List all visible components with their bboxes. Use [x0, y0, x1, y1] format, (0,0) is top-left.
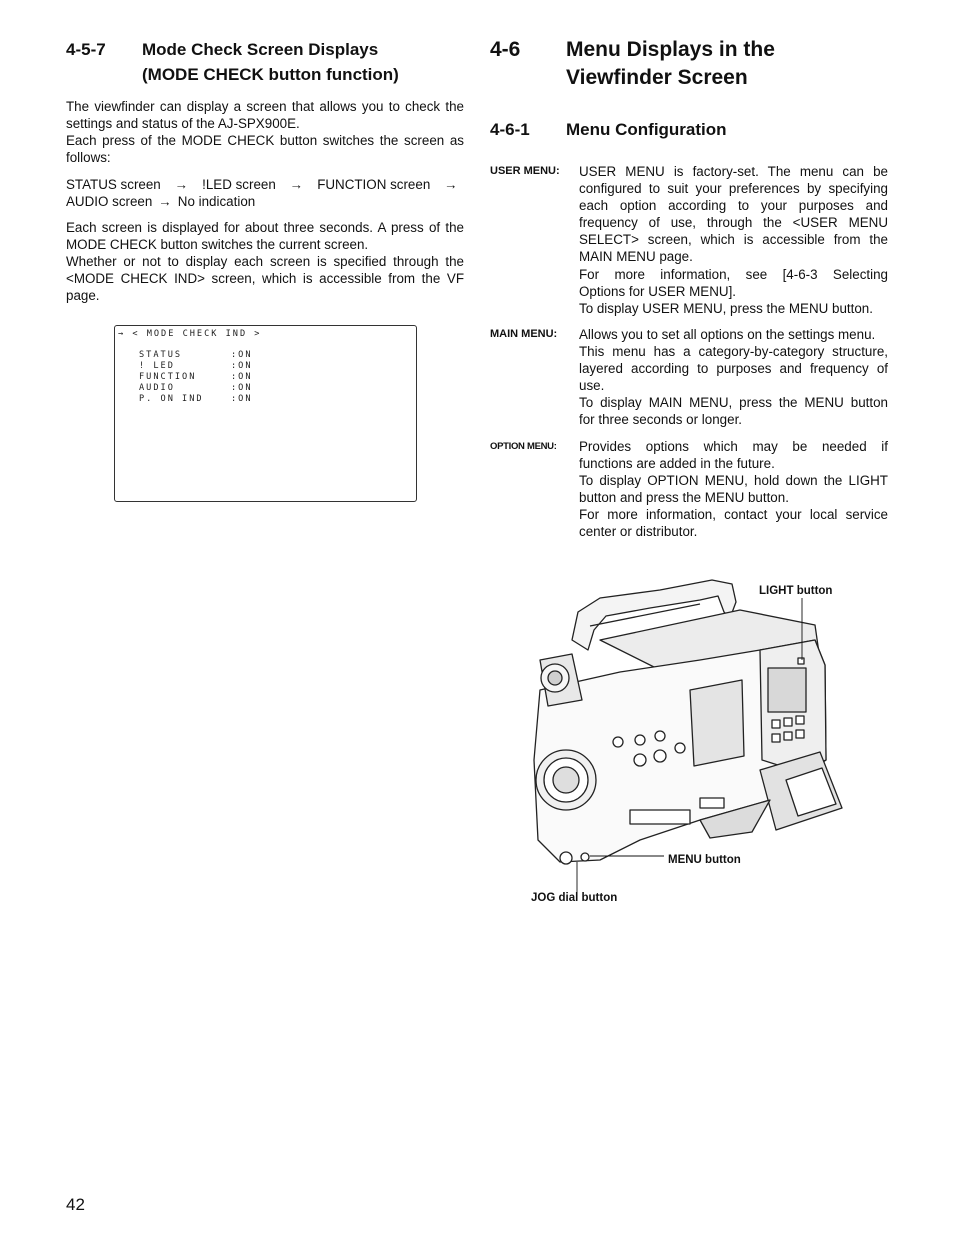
section-title — [142, 37, 399, 87]
light-button-label: LIGHT button — [759, 585, 833, 597]
section-number: 4-5-7 — [66, 40, 106, 59]
screen-row: STATUS :ON — [139, 350, 253, 360]
screen-row: FUNCTION :ON — [139, 372, 253, 382]
section-heading-457 — [66, 37, 106, 62]
menu-desc-option: Provides options which may be needed if functions are added in the future. To display OPTION MENU, hold down the LIGHT button and press the MENU button. For more information, contact your local service center or distributor. — [579, 439, 888, 540]
arrow-icon: → — [158, 194, 172, 210]
arrow-icon: → — [444, 177, 458, 192]
section-number-46: 4-6 — [490, 38, 521, 61]
screen-header: → < MODE CHECK IND > — [118, 329, 262, 339]
screen-row: AUDIO :ON — [139, 383, 253, 393]
mode-check-screen — [114, 325, 417, 502]
menu-desc-main: Allows you to set all options on the settings menu. This menu has a category-by-category structure, layered according to purposes and frequency of use. To display MAIN MENU, press the MENU button for three seconds or longer. — [579, 327, 888, 428]
section-title-46: Menu Displays in the Viewfinder Screen — [566, 38, 775, 89]
menu-label-user: USER MENU: — [490, 165, 560, 177]
camera-illustration — [520, 570, 860, 900]
screen-paragraph: Each screen is displayed for about three seconds. A press of the MODE CHECK button switches the current screen. Whether or not to display each screen is specified through the <MODE CHECK IND> screen, which is accessible from the VF page. — [66, 220, 464, 304]
jog-dial-label: JOG dial button — [531, 892, 618, 904]
menu-desc-user: USER MENU is factory-set. The menu can be configured to suit your preferences by specifying each option according to your purposes and frequency of use, through the <USER MENU SELECT> screen, which is accessible from the MAIN MENU page. For more information, see [4-6-3 Selecting Options for USER MENU]. To display USER MENU, press the MENU button. — [579, 164, 888, 316]
intro-paragraph: The viewfinder can display a screen that allows you to check the settings and status of the AJ-SPX900E. Each press of the MODE CHECK button switches the screen as follows: — [66, 99, 464, 166]
menu-button-label: MENU button — [668, 854, 741, 866]
subsection-number: 4-6-1 — [490, 120, 530, 139]
arrow-icon: → — [174, 177, 189, 192]
sequence-paragraph: STATUS screen → !LED screen → FUNCTION screen → AUDIO screen → No indication — [66, 176, 464, 210]
screen-row: P. ON IND :ON — [139, 394, 253, 404]
arrow-icon: → — [289, 177, 304, 192]
screen-rows — [139, 350, 289, 405]
subsection-title: Menu Configuration — [566, 120, 727, 139]
menu-label-option: OPTION MENU: — [490, 441, 557, 452]
menu-label-main: MAIN MENU: — [490, 328, 558, 340]
page-number: 42 — [66, 1195, 85, 1214]
screen-row: ! LED :ON — [139, 361, 253, 371]
section-title-line2: (MODE CHECK button function) — [142, 65, 399, 84]
section-title-line1: Mode Check Screen Displays — [142, 40, 379, 59]
